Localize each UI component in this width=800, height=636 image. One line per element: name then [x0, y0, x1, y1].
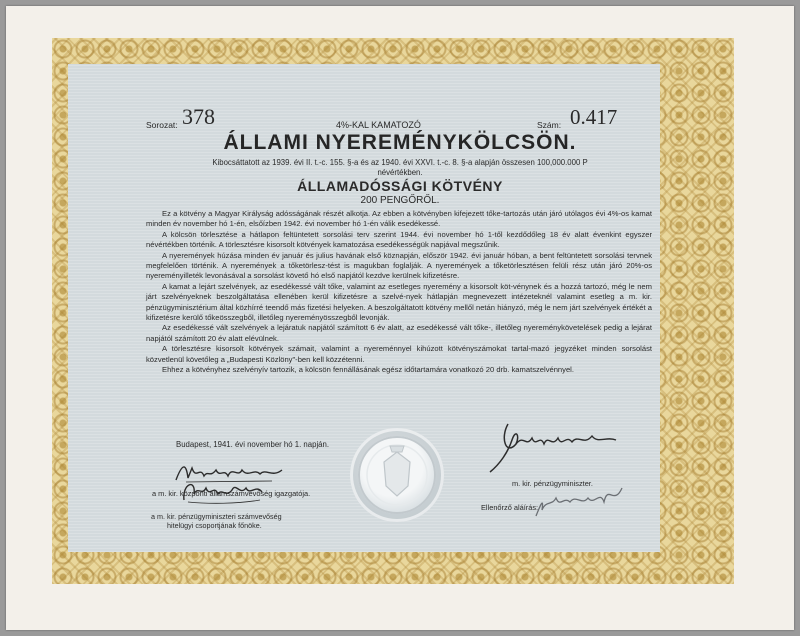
terms-paragraph: Ehhez a kötvényhez szelvényív tartozik, a kölcsön fennállásának egész időtartamára vonatkozó 20 drb. kamatszelvénnyel. [162, 365, 574, 375]
terms-paragraph: A kamat a lejárt szelvények, az esedékessé vált tőke, valamint az esetleges nyeremény a kisorsolt köt-vénynek és a hozzá tartozó, még le nem járt szelvényeknek beszolgáltatása ellenében kerül kifizetésre a szelvé-nyek hátlapján megnevezett intézeteknél valamint esetleg a m. kir. pénzügyminisztérium által közhírré teendő más fizetési helyeken. A beszolgáltatott kötvény mellől netán hiányzó, még le nem járt szelvények értékét a kifizetésre kerülő tőkeösszegből, illetőleg nyereményösszegből levonják. [146, 281, 652, 323]
bond-number: 0.417 [570, 105, 618, 129]
embossed-seal [350, 428, 444, 522]
terms-paragraph: Az esedékessé vált szelvények a lejáratuk napjától számított 6 év alatt, az esedékessé vált tőke-, illetőleg nyereménykövetelések pedig a lejárat napjától számított 20 év alatt elévülnek. [146, 323, 652, 343]
place-and-date: Budapest, 1941. évi november hó 1. napján. [176, 440, 330, 449]
terms-text [146, 209, 652, 376]
signature-caption-director: a m. kir. központi államszámvevőség igazgatója. [152, 489, 311, 498]
issue-statement-line-2: névértékben. [377, 168, 423, 177]
document-subtitle: ÁLLAMADÓSSÁGI KÖTVÉNY [297, 178, 503, 194]
issue-statement-line-1: Kibocsáttatott az 1939. évi II. t.-c. 155. §-a és az 1940. évi XXVI. t.-c. 8. §-a alapján összesen 100,000.000 P [212, 158, 588, 167]
terms-paragraph: Ez a kötvény a Magyar Királyság adósságának részét alkotja. Az ebben a kötvényben kifejezett tőke-tartozás után járó utólagos évi 4%-os kamat minden év november hó 1-én, elsőízben 1942. évi november hó 1-én válik esedékessé. [146, 209, 652, 229]
series-label: Sorozat: [146, 120, 178, 130]
signature-caption-minister: m. kir. pénzügyminiszter. [512, 479, 593, 488]
number-label: Szám: [537, 120, 562, 130]
terms-paragraph: A törlesztésre kisorsolt kötvények számait, valamint a nyereménnyel kihúzott kötvényszámokat tartal-mazó jegyzéket minden sorsolást közvetlenül követőleg a „Budapesti Közlöny"-ben kell közzétenni. [146, 344, 652, 364]
signature-finance-minister [486, 418, 624, 478]
page-title: ÁLLAMI NYEREMÉNYKÖLCSÖN. [223, 131, 577, 154]
control-signature [530, 476, 634, 524]
terms-paragraph: A kölcsön törlesztése a hátlapon feltüntetett sorsolási terv szerint 1944. évi november hó 1-től kezdődőleg 18 év alatt évenkint egyszer névértékben történik. A törlesztésre kisorsolt kötvények kamatozása esedékességük napjával megszűnik. [146, 229, 652, 250]
interest-rate-label: 4%-KAL KAMATOZÓ [336, 120, 421, 130]
denomination: 200 PENGŐRŐL. [360, 195, 440, 206]
terms-paragraph: A nyeremények húzása minden év január és julius havának első köznapján, először 1942. évi január hóban, a bent feltüntetett sorsolási tervnek megfelelően történik. A nyeremények a tőketörlesz-tést is magukban foglalják. A nyeremények a tőketörlesztésen felüli rész után járó 20%-os nyereményilleték levonásával a sorsolást követő hó első napjától kezdve kerülnek kifizetésre. [146, 250, 652, 281]
seal-crest-icon [350, 428, 444, 522]
signature-caption-accounting-2: hitelügyi csoportjának főnöke. [167, 521, 262, 530]
signature-caption-accounting-1: a m. kir. pénzügyminiszteri számvevőség [151, 512, 282, 521]
series-number: 378 [182, 104, 215, 129]
signature-accounting-chief [178, 474, 268, 506]
control-signature-label: Ellenőrző aláírás: [481, 503, 539, 512]
